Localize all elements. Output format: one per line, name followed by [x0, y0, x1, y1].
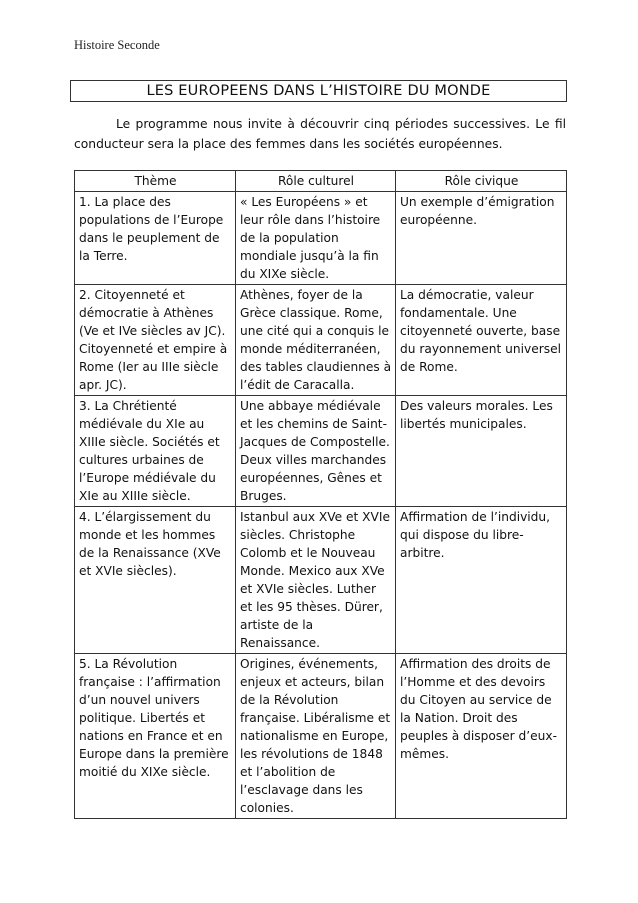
table-row — [75, 507, 567, 654]
page-header: Histoire Seconde — [74, 38, 160, 52]
cell-role-civique: Des valeurs morales. Les libertés municipales. — [396, 396, 567, 507]
program-table — [74, 170, 567, 819]
cell-role-culturel: Athènes, foyer de la Grèce classique. Rome, une cité qui a conquis le monde méditerranéen, des tables claudiennes à l’édit de Caracalla. — [236, 285, 396, 396]
table-header-row — [75, 171, 567, 192]
header-theme: Thème — [75, 171, 236, 192]
cell-role-culturel: Une abbaye médiévale et les chemins de Saint-Jacques de Compostelle. Deux villes marchandes européennes, Gênes et Bruges. — [236, 396, 396, 507]
cell-theme: 1. La place des populations de l’Europe dans le peuplement de la Terre. — [75, 192, 236, 285]
table-row — [75, 192, 567, 285]
cell-theme: 2. Citoyenneté et démocratie à Athènes (Ve et IVe siècles av JC). Citoyenneté et empire à Rome (Ier au IIIe siècle apr. JC). — [75, 285, 236, 396]
cell-role-civique: Un exemple d’émigration européenne. — [396, 192, 567, 285]
cell-role-culturel: Istanbul aux XVe et XVIe siècles. Christophe Colomb et le Nouveau Monde. Mexico aux XVe et XVIe siècles. Luther et les 95 thèses. Dürer, artiste de la Renaissance. — [236, 507, 396, 654]
cell-theme: 5. La Révolution française : l’affirmation d’un nouvel univers politique. Libertés et nations en France et en Europe dans la première moitié du XIXe siècle. — [75, 654, 236, 819]
cell-role-culturel: Origines, événements, enjeux et acteurs, bilan de la Révolution française. Libéralisme et nationalisme en Europe, les révolutions de 1848 et l’abolition de l’esclavage dans les colonies. — [236, 654, 396, 819]
intro-paragraph: Le programme nous invite à découvrir cinq périodes successives. Le fil conducteur sera la place des femmes dans les sociétés européennes. — [74, 117, 566, 151]
table-row — [75, 396, 567, 507]
table-row — [75, 285, 567, 396]
cell-role-civique: La démocratie, valeur fondamentale. Une citoyenneté ouverte, base du rayonnement universel de Rome. — [396, 285, 567, 396]
header-role-culturel: Rôle culturel — [236, 171, 396, 192]
cell-role-civique: Affirmation de l’individu, qui dispose du libre-arbitre. — [396, 507, 567, 654]
cell-role-culturel: « Les Européens » et leur rôle dans l’histoire de la population mondiale jusqu’à la fin du XIXe siècle. — [236, 192, 396, 285]
cell-theme: 4. L’élargissement du monde et les hommes de la Renaissance (XVe et XVIe siècles). — [75, 507, 236, 654]
cell-theme: 3. La Chrétienté médiévale du XIe au XIIIe siècle. Sociétés et cultures urbaines de l’Europe médiévale du XIe au XIIIe siècle. — [75, 396, 236, 507]
document-title: LES EUROPEENS DANS L’HISTOIRE DU MONDE — [70, 80, 567, 102]
table-row — [75, 654, 567, 819]
cell-role-civique: Affirmation des droits de l’Homme et des devoirs du Citoyen au service de la Nation. Droit des peuples à disposer d’eux-mêmes. — [396, 654, 567, 819]
header-role-civique: Rôle civique — [396, 171, 567, 192]
